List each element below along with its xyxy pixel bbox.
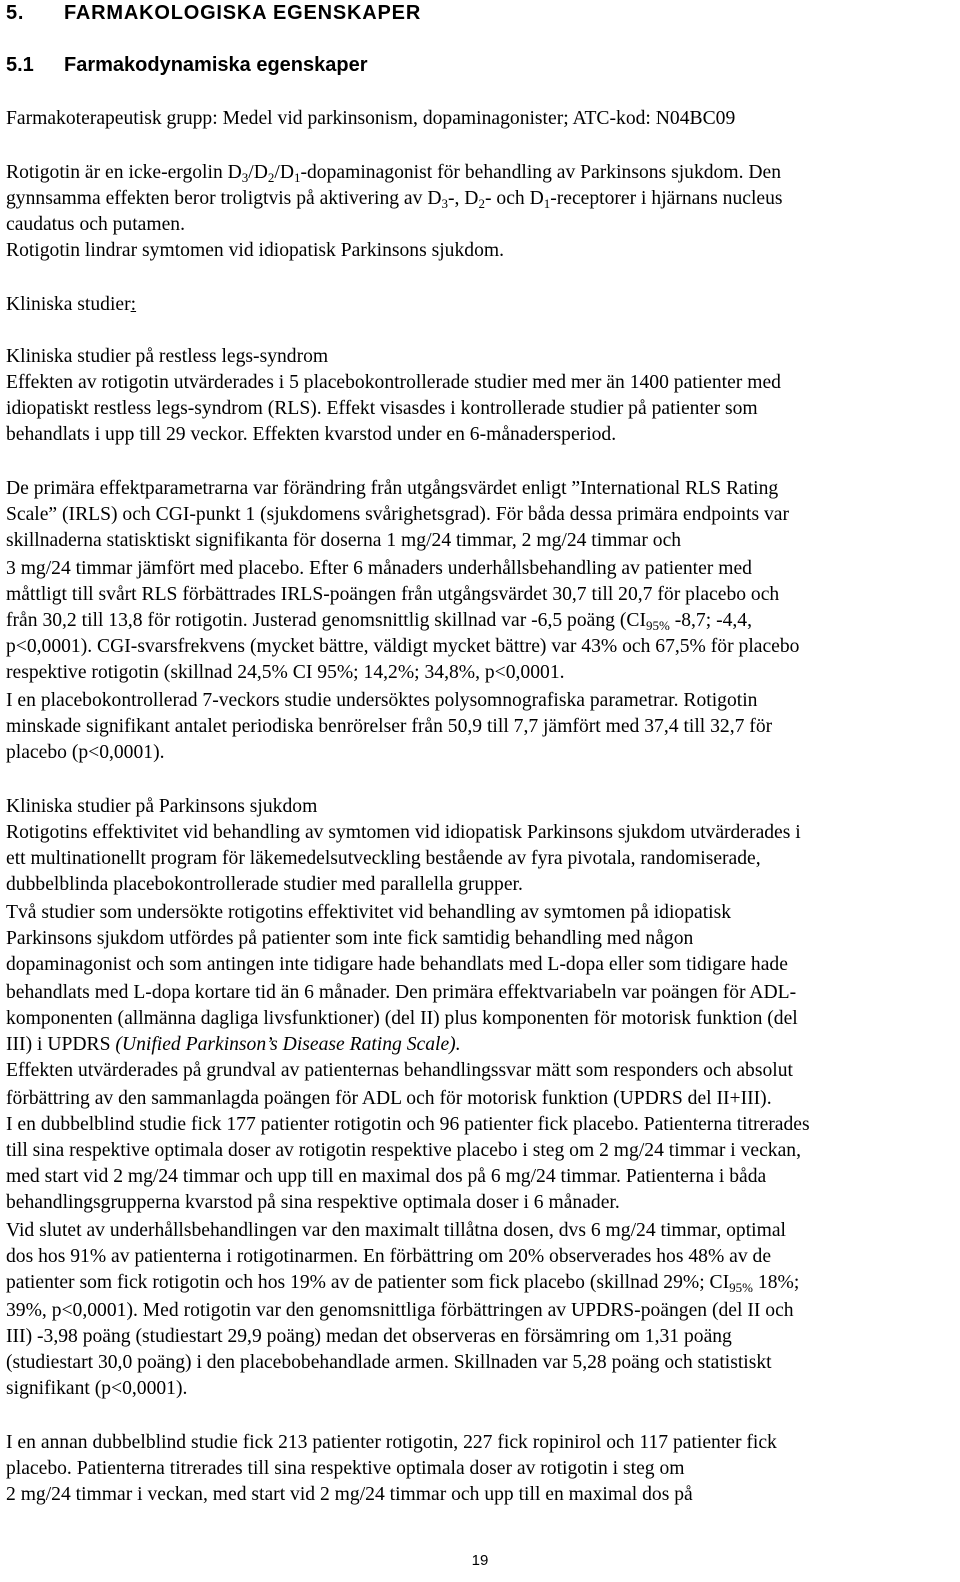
paragraph-line: 39%, p<0,0001). Med rotigotin var den genomsnittliga förbättringen av UPDRS-poängen (del II och <box>6 1300 794 1321</box>
section-title: Farmakodynamiska egenskaper <box>64 54 368 76</box>
paragraph-line: I en annan dubbelblind studie fick 213 patienter rotigotin, 227 fick ropinirol och 117 patienter fick <box>6 1432 777 1453</box>
section-number: 5. <box>6 2 25 24</box>
paragraph-line: Scale” (IRLS) och CGI-punkt 1 (sjukdomens svårighetsgrad). För båda dessa primära endpoints var <box>6 504 790 525</box>
rls-heading: Kliniska studier på restless legs-syndrom <box>6 346 329 367</box>
paragraph-line: De primära effektparametrarna var förändring från utgångsvärdet enligt ”International RLS Rating <box>6 478 779 499</box>
section-heading-5 <box>6 0 421 26</box>
paragraph-line: till sina respektive optimala doser av rotigotin respektive placebo i steg om 2 mg/24 timmar i veckan, <box>6 1140 801 1161</box>
paragraph-line: placebo. Patienterna titrerades till sina respektive optimala doser av rotigotin i steg om <box>6 1458 685 1479</box>
paragraph-line: minskade signifikant antalet periodiska benrörelser från 50,9 till 7,7 jämfört med 37,4 till 32,7 för <box>6 716 773 737</box>
paragraph-line: förbättring av den sammanlagda poängen för ADL och för motorisk funktion (UPDRS del II+III). <box>6 1088 772 1109</box>
paragraph-line: 2 mg/24 timmar i veckan, med start vid 2 mg/24 timmar och upp till en maximal dos på <box>6 1484 693 1505</box>
intro-line: caudatus och putamen. <box>6 214 186 235</box>
pd-heading: Kliniska studier på Parkinsons sjukdom <box>6 796 318 817</box>
section-heading-5-1 <box>6 52 368 78</box>
paragraph-line: Effekten av rotigotin utvärderades i 5 placebokontrollerade studier med mer än 1400 patienter med <box>6 372 781 393</box>
intro-line: Rotigotin är en icke-ergolin $D_3/D_2/D_1$-dopaminagonist för behandling av Parkinsons sjukdom. Den <box>6 162 782 185</box>
intro-line: gynnsamma effekten beror troligtvis på aktivering av $D_3-$, $D_2-$ och $D_1$-receptorer i hjärnans nucleus <box>6 188 783 211</box>
paragraph-line: Rotigotins effektivitet vid behandling av symtomen vid idiopatisk Parkinsons sjukdom utvärderades i <box>6 822 801 843</box>
paragraph-line: placebo (p<0,0001). <box>6 742 165 763</box>
intro-line: Rotigotin lindrar symtomen vid idiopatisk Parkinsons sjukdom. <box>6 240 505 261</box>
paragraph-line: från 30,2 till 13,8 för rotigotin. Justerad genomsnittlig skillnad var -6,5 poäng ($CI_{95\%}$ -8,7; -4,4, <box>6 610 752 633</box>
paragraph-line: med start vid 2 mg/24 timmar och upp till en maximal dos på 6 mg/24 timmar. Patienterna i båda <box>6 1166 767 1187</box>
paragraph-line: komponenten (allmänna dagliga livsfunktioner) (del II) plus komponenten för motorisk funktion (del <box>6 1008 798 1029</box>
paragraph-line: Parkinsons sjukdom utfördes på patienter som inte fick samtidig behandling med någon <box>6 928 694 949</box>
paragraph-line: dopaminagonist och som antingen inte tidigare hade behandlats med L-dopa eller som tidigare hade <box>6 954 788 975</box>
section-number: 5.1 <box>6 54 34 76</box>
paragraph-line: dubbelblinda placebokontrollerade studier med parallella grupper. <box>6 874 523 895</box>
paragraph-line: Effekten utvärderades på grundval av patienternas behandlingssvar mätt som responders och absolut <box>6 1060 793 1081</box>
page-number: 19 <box>471 1552 489 1569</box>
paragraph-line: I en placebokontrollerad 7-veckors studie undersöktes polysomnografiska parametrar. Rotigotin <box>6 690 758 711</box>
paragraph-line: Två studier som undersökte rotigotins effektivitet vid behandling av symtomen på idiopatisk <box>6 902 732 923</box>
paragraph-line: behandlats i upp till 29 veckor. Effekten kvarstod under en 6-månadersperiod. <box>6 424 617 445</box>
section-title: FARMAKOLOGISKA EGENSKAPER <box>64 2 422 24</box>
clinical-studies-label: Kliniska studier: <box>6 294 137 315</box>
pharmacotherapeutic-group: Farmakoterapeutisk grupp: Medel vid parkinsonism, dopaminagonister; ATC-kod: N04BC09 <box>6 108 736 129</box>
paragraph-line: III) i UPDRS (Unified Parkinson’s Disease Rating Scale). <box>6 1034 461 1055</box>
paragraph-line: idiopatiskt restless legs-syndrom (RLS). Effekt visasdes i kontrollerade studier på patienter som <box>6 398 758 419</box>
paragraph-line: III) -3,98 poäng (studiestart 29,9 poäng) medan det observeras en försämring om 1,31 poäng <box>6 1326 732 1347</box>
paragraph-line: måttligt till svårt RLS förbättrades IRLS-poängen från utgångsvärdet 30,7 till 20,7 för placebo och <box>6 584 780 605</box>
paragraph-line: ett multinationellt program för läkemedelsutveckling bestående av fyra pivotala, randomiserade, <box>6 848 761 869</box>
paragraph-line: respektive rotigotin (skillnad 24,5% CI 95%; 14,2%; 34,8%, p<0,0001. <box>6 662 565 683</box>
paragraph-line: patienter som fick rotigotin och hos 19% av de patienter som fick placebo (skillnad 29%; $CI_{95\%}$ 18%; <box>6 1272 800 1295</box>
paragraph-line: Vid slutet av underhållsbehandlingen var den maximalt tillåtna dosen, dvs 6 mg/24 timmar, optimal <box>6 1220 786 1241</box>
paragraph-line: (studiestart 30,0 poäng) i den placebobehandlade armen. Skillnaden var 5,28 poäng och statistiskt <box>6 1352 772 1373</box>
paragraph-line: p<0,0001). CGI-svarsfrekvens (mycket bättre, väldigt mycket bättre) var 43% och 67,5% för placebo <box>6 636 800 657</box>
paragraph-line: behandlingsgrupperna kvarstod på sina respektive optimala doser i 6 månader. <box>6 1192 620 1213</box>
paragraph-line: I en dubbelblind studie fick 177 patienter rotigotin och 96 patienter fick placebo. Patienterna titrerades <box>6 1114 810 1135</box>
paragraph-line: 3 mg/24 timmar jämfört med placebo. Efter 6 månaders underhållsbehandling av patienter med <box>6 558 752 579</box>
paragraph-line: signifikant (p<0,0001). <box>6 1378 188 1399</box>
paragraph-line: dos hos 91% av patienterna i rotigotinarmen. En förbättring om 20% observerades hos 48% av de <box>6 1246 772 1267</box>
paragraph-line: skillnaderna statisktiskt signifikanta för doserna 1 mg/24 timmar, 2 mg/24 timmar och <box>6 530 682 551</box>
paragraph-line: behandlats med L-dopa kortare tid än 6 månader. Den primära effektvariabeln var poängen för ADL- <box>6 982 797 1003</box>
